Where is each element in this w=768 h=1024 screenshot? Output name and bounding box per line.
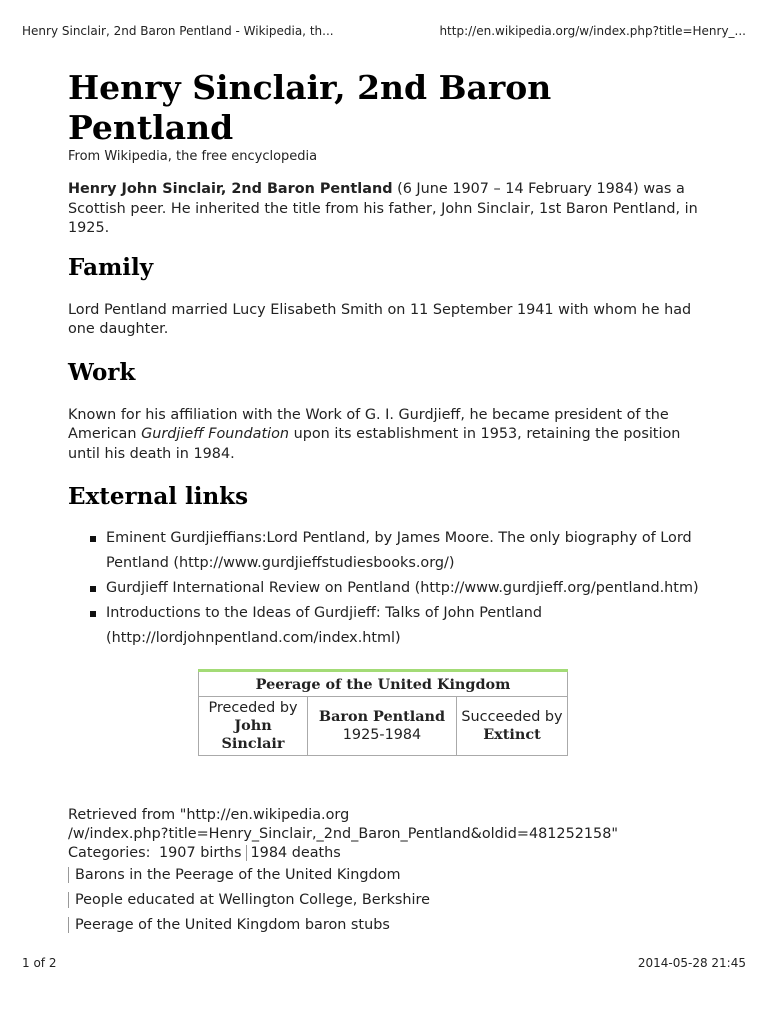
succession-header: Peerage of the United Kingdom [199, 671, 568, 697]
preceded-by-label: Preceded by [208, 700, 298, 716]
print-header [22, 24, 746, 38]
intro-text: (6 June 1907 – 14 February 1984) was a Scottish peer. He inherited the title from his father, John Sinclair, 1st Baron Pentland, in 1925. [68, 181, 698, 236]
external-link-talks[interactable]: Introductions to the Ideas of Gurdjieff: Talks of John Pentland (http://lordjohnpentland.com/index.html) [90, 601, 704, 651]
succeeded-by-cell [457, 697, 568, 756]
print-footer [22, 956, 746, 970]
work-paragraph [68, 406, 704, 465]
external-link-moore[interactable]: Eminent Gurdjieffians:Lord Pentland, by James Moore. The only biography of Lord Pentland (http://www.gurdjieffstudiesbooks.org/) [90, 526, 704, 576]
intro-subject-name: Henry John Sinclair, 2nd Baron Pentland [68, 181, 393, 197]
title-years: 1925-1984 [342, 727, 422, 743]
preceded-by-name[interactable]: John Sinclair [221, 717, 285, 752]
preceded-by-cell [199, 697, 308, 756]
intro-paragraph [68, 180, 704, 239]
family-paragraph: Lord Pentland married Lucy Elisabeth Smith on 11 September 1941 with whom he had one daughter. [68, 301, 692, 337]
print-page-title: Henry Sinclair, 2nd Baron Pentland - Wikipedia, th... [22, 24, 334, 38]
category-link[interactable]: People educated at Wellington College, Berkshire [68, 892, 430, 908]
section-heading-work: Work [68, 358, 136, 386]
site-tagline: From Wikipedia, the free encyclopedia [68, 149, 318, 164]
categories-block [68, 863, 704, 938]
section-heading-external-links: External links [68, 483, 249, 510]
external-links-list [68, 526, 704, 651]
category-link[interactable]: Barons in the Peerage of the United Kingdom [68, 867, 400, 883]
title-cell [308, 697, 457, 756]
succession-box [198, 669, 568, 756]
work-text-part: upon its establishment in 1953, retaining the position until his death in 1984. [68, 426, 681, 462]
peerage-title: Baron Pentland [318, 708, 446, 725]
category-link[interactable]: Peerage of the United Kingdom baron stubs [68, 917, 390, 933]
retrieved-line: Retrieved from "http://en.wikipedia.org [68, 807, 350, 823]
page-number: 1 of 2 [22, 956, 57, 970]
category-link[interactable]: 1907 births [159, 845, 242, 861]
category-link[interactable]: 1984 deaths [250, 845, 341, 861]
succeeded-by-label: Succeeded by [461, 709, 563, 725]
retrieved-line[interactable]: /w/index.php?title=Henry_Sinclair,_2nd_Baron_Pentland&oldid=481252158" [68, 826, 618, 842]
section-heading-family: Family [68, 253, 154, 281]
page-title: Henry Sinclair, 2nd Baron Pentland [68, 68, 552, 147]
print-datetime: 2014-05-28 21:45 [637, 956, 746, 970]
print-page-url: http://en.wikipedia.org/w/index.php?title=Henry_... [439, 24, 746, 38]
article-content [68, 68, 704, 938]
gurdjieff-foundation-link[interactable]: Gurdjieff Foundation [141, 426, 290, 442]
retrieved-from [68, 806, 704, 844]
external-link-review[interactable]: Gurdjieff International Review on Pentland (http://www.gurdjieff.org/pentland.htm) [90, 576, 704, 601]
categories-inline [68, 844, 704, 863]
work-text-part: Known for his affiliation with the Work of G. I. Gurdjieff, he became president of the American [68, 406, 669, 442]
succeeded-by-name: Extinct [483, 726, 541, 743]
categories-label: Categories: [68, 845, 151, 861]
